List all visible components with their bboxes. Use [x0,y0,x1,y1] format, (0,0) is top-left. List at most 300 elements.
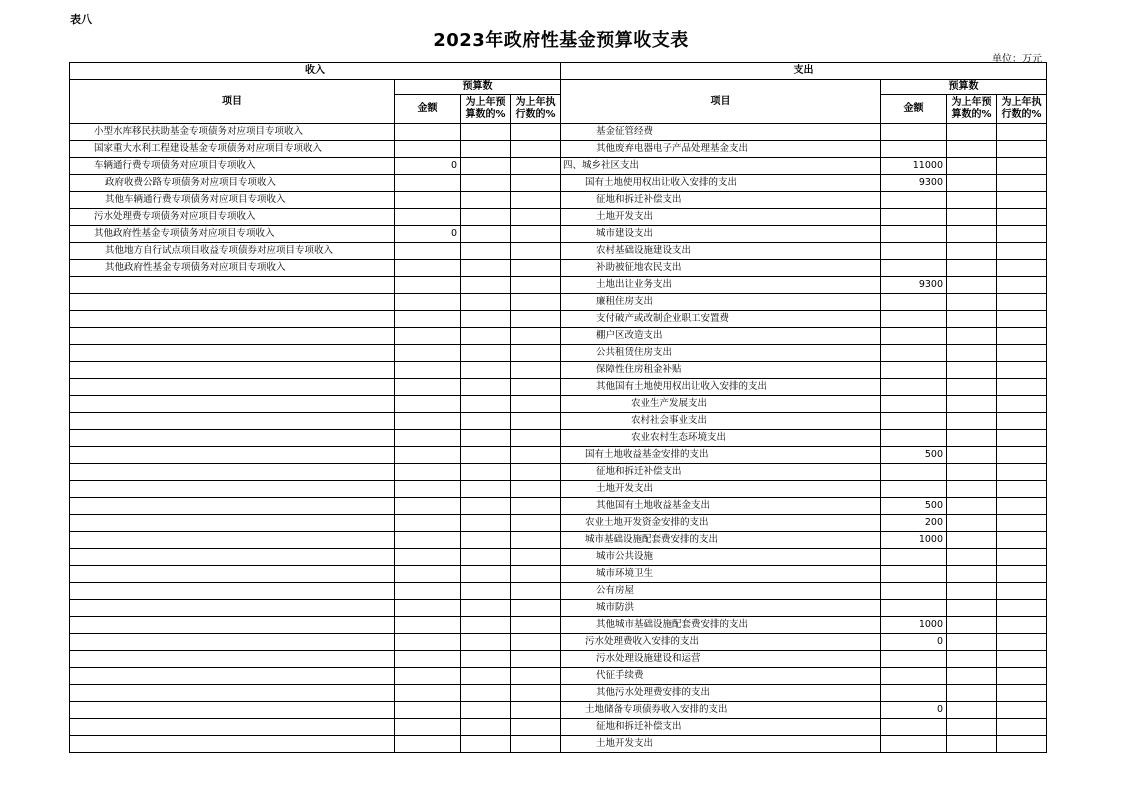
expense-pct-exec-cell [997,243,1047,260]
expense-amount-cell: 0 [881,634,947,651]
expense-amount-cell [881,141,947,158]
income-pct-exec-header: 为上年执行数的% [511,95,561,124]
expense-amount-cell [881,566,947,583]
expense-item-cell: 土地开发支出 [561,481,881,498]
expense-pct-exec-cell [997,566,1047,583]
income-pct-exec-cell [511,685,561,702]
table-row [70,226,1047,243]
income-pct-budget-cell [461,498,511,515]
expense-item-cell: 城市环境卫生 [561,566,881,583]
income-pct-exec-cell [511,447,561,464]
expense-item-cell: 土地出让业务支出 [561,277,881,294]
income-amount-cell [395,141,461,158]
table-row [70,447,1047,464]
table-row [70,141,1047,158]
income-pct-budget-cell [461,260,511,277]
income-pct-budget-cell [461,583,511,600]
expense-pct-exec-cell [997,515,1047,532]
income-pct-budget-cell [461,719,511,736]
table-row [70,124,1047,141]
income-item-cell [70,277,395,294]
income-amount-cell [395,447,461,464]
income-pct-budget-cell [461,685,511,702]
income-amount-cell [395,464,461,481]
expense-pct-budget-cell [947,243,997,260]
expense-amount-cell: 0 [881,702,947,719]
expense-pct-budget-cell [947,362,997,379]
expense-pct-budget-cell [947,430,997,447]
expense-pct-exec-cell [997,277,1047,294]
expense-amount-cell [881,294,947,311]
income-pct-budget-cell [461,175,511,192]
expense-amount-cell: 11000 [881,158,947,175]
income-pct-exec-cell [511,430,561,447]
expense-amount-cell: 500 [881,498,947,515]
income-amount-cell [395,583,461,600]
income-item-cell [70,651,395,668]
expense-item-cell: 四、城乡社区支出 [561,158,881,175]
income-pct-exec-cell [511,362,561,379]
expense-item-cell: 其他废弃电器电子产品处理基金支出 [561,141,881,158]
income-pct-exec-cell [511,328,561,345]
income-pct-budget-cell [461,328,511,345]
expense-item-cell: 土地开发支出 [561,209,881,226]
expense-pct-exec-cell [997,498,1047,515]
expense-amount-cell: 1000 [881,617,947,634]
income-pct-exec-cell [511,175,561,192]
expense-pct-budget-cell [947,158,997,175]
table-row [70,549,1047,566]
income-pct-exec-cell [511,413,561,430]
expense-item-header: 项目 [561,80,881,124]
expense-item-cell: 城市建设支出 [561,226,881,243]
expense-amount-header: 金额 [881,95,947,124]
expense-item-cell: 代征手续费 [561,668,881,685]
income-amount-cell [395,124,461,141]
income-pct-exec-cell [511,549,561,566]
expense-pct-budget-cell [947,617,997,634]
expense-pct-exec-cell [997,379,1047,396]
expense-pct-exec-cell [997,651,1047,668]
income-pct-budget-cell [461,634,511,651]
table-row [70,192,1047,209]
income-pct-budget-cell [461,413,511,430]
expense-item-cell: 补助被征地农民支出 [561,260,881,277]
expense-pct-exec-cell [997,447,1047,464]
expense-amount-cell: 9300 [881,277,947,294]
expense-item-cell: 土地储备专项债券收入安排的支出 [561,702,881,719]
expense-pct-exec-cell [997,345,1047,362]
income-pct-exec-cell [511,532,561,549]
income-pct-exec-cell [511,311,561,328]
income-item-cell: 车辆通行费专项债务对应项目专项收入 [70,158,395,175]
expense-amount-cell: 200 [881,515,947,532]
income-amount-cell [395,600,461,617]
expense-item-cell: 公共租赁住房支出 [561,345,881,362]
expense-amount-cell [881,430,947,447]
expense-pct-exec-cell [997,294,1047,311]
income-pct-budget-cell [461,515,511,532]
expense-item-cell: 其他污水处理费安排的支出 [561,685,881,702]
expense-pct-exec-cell [997,226,1047,243]
table-row [70,175,1047,192]
income-pct-exec-cell [511,617,561,634]
expense-header: 支出 [561,63,1047,80]
income-pct-exec-cell [511,345,561,362]
income-pct-budget-cell [461,617,511,634]
expense-item-cell: 农业生产发展支出 [561,396,881,413]
income-item-cell [70,549,395,566]
expense-item-cell: 污水处理设施建设和运营 [561,651,881,668]
income-pct-exec-cell [511,243,561,260]
expense-pct-budget-cell [947,651,997,668]
income-item-cell: 其他政府性基金专项债务对应项目专项收入 [70,260,395,277]
income-item-cell [70,430,395,447]
income-pct-budget-cell [461,549,511,566]
budget-table [69,62,1047,753]
expense-item-cell: 污水处理费收入安排的支出 [561,634,881,651]
expense-pct-budget-cell [947,736,997,753]
income-pct-budget-cell [461,141,511,158]
table-row [70,209,1047,226]
income-item-cell [70,719,395,736]
income-item-cell [70,702,395,719]
income-item-cell [70,413,395,430]
income-item-cell [70,345,395,362]
expense-pct-exec-cell [997,124,1047,141]
income-item-cell: 国家重大水利工程建设基金专项债务对应项目专项收入 [70,141,395,158]
income-pct-budget-cell [461,668,511,685]
income-amount-cell [395,430,461,447]
income-item-cell [70,600,395,617]
expense-pct-budget-cell [947,515,997,532]
income-amount-cell [395,311,461,328]
income-pct-budget-cell [461,532,511,549]
income-item-cell [70,328,395,345]
expense-pct-budget-cell [947,549,997,566]
income-amount-cell [395,685,461,702]
expense-item-cell: 农业农村生态环境支出 [561,430,881,447]
income-pct-exec-cell [511,481,561,498]
income-amount-cell [395,515,461,532]
income-pct-budget-cell [461,243,511,260]
income-amount-cell [395,396,461,413]
income-amount-cell [395,532,461,549]
income-pct-exec-cell [511,719,561,736]
income-pct-exec-cell [511,396,561,413]
expense-pct-exec-cell [997,668,1047,685]
income-pct-budget-cell [461,651,511,668]
expense-amount-cell [881,209,947,226]
income-header: 收入 [70,63,561,80]
income-item-cell [70,617,395,634]
income-item-cell [70,379,395,396]
income-item-cell [70,294,395,311]
income-pct-budget-cell [461,379,511,396]
income-item-cell: 政府收费公路专项债务对应项目专项收入 [70,175,395,192]
income-pct-budget-cell [461,209,511,226]
expense-pct-budget-cell [947,124,997,141]
expense-item-cell: 土地开发支出 [561,736,881,753]
expense-pct-budget-cell [947,685,997,702]
table-row [70,702,1047,719]
table-row [70,260,1047,277]
expense-pct-budget-cell [947,481,997,498]
income-item-cell [70,736,395,753]
expense-pct-exec-cell [997,362,1047,379]
expense-pct-budget-cell [947,702,997,719]
income-item-cell [70,464,395,481]
table-row [70,651,1047,668]
income-pct-exec-cell [511,464,561,481]
expense-pct-exec-cell [997,532,1047,549]
income-pct-exec-cell [511,583,561,600]
expense-amount-cell [881,260,947,277]
income-pct-budget-cell [461,158,511,175]
income-pct-exec-cell [511,498,561,515]
income-amount-cell [395,209,461,226]
table-row [70,498,1047,515]
income-pct-exec-cell [511,515,561,532]
table-row [70,583,1047,600]
header-row-2 [70,80,1047,95]
expense-pct-budget-cell [947,260,997,277]
income-item-cell [70,515,395,532]
expense-pct-budget-cell [947,566,997,583]
expense-amount-cell [881,651,947,668]
expense-pct-exec-cell [997,175,1047,192]
expense-pct-budget-cell [947,600,997,617]
expense-pct-exec-cell [997,719,1047,736]
expense-pct-exec-header: 为上年执行数的% [997,95,1047,124]
page-title: 2023年政府性基金预算收支表 [433,30,689,51]
expense-pct-budget-cell [947,294,997,311]
expense-pct-budget-cell [947,719,997,736]
expense-item-cell: 其他国有土地收益基金支出 [561,498,881,515]
expense-pct-budget-cell [947,345,997,362]
income-pct-budget-cell [461,736,511,753]
expense-item-cell: 支付破产或改制企业职工安置费 [561,311,881,328]
expense-pct-exec-cell [997,311,1047,328]
income-pct-budget-cell [461,600,511,617]
income-pct-exec-cell [511,209,561,226]
table-row [70,600,1047,617]
income-amount-cell [395,379,461,396]
income-item-header: 项目 [70,80,395,124]
income-item-cell [70,668,395,685]
header-row-1 [70,63,1047,80]
expense-pct-exec-cell [997,634,1047,651]
table-row [70,345,1047,362]
income-amount-cell [395,243,461,260]
income-amount-cell: 0 [395,226,461,243]
expense-pct-budget-cell [947,464,997,481]
expense-pct-budget-cell [947,634,997,651]
expense-amount-cell [881,345,947,362]
table-row [70,668,1047,685]
income-item-cell: 其他车辆通行费专项债务对应项目专项收入 [70,192,395,209]
income-amount-cell [395,736,461,753]
table-row [70,634,1047,651]
income-pct-exec-cell [511,651,561,668]
expense-amount-cell [881,226,947,243]
expense-pct-budget-header: 为上年预算数的% [947,95,997,124]
table-row [70,277,1047,294]
income-amount-cell [395,651,461,668]
expense-pct-budget-cell [947,311,997,328]
expense-amount-cell [881,362,947,379]
expense-pct-budget-cell [947,447,997,464]
income-pct-exec-cell [511,702,561,719]
expense-amount-cell [881,549,947,566]
expense-amount-cell [881,328,947,345]
income-item-cell: 小型水库移民扶助基金专项债务对应项目专项收入 [70,124,395,141]
expense-item-cell: 基金征管经费 [561,124,881,141]
expense-pct-budget-cell [947,498,997,515]
income-amount-cell [395,294,461,311]
expense-amount-cell [881,736,947,753]
income-amount-cell [395,617,461,634]
expense-item-cell: 其他城市基础设施配套费安排的支出 [561,617,881,634]
income-pct-budget-cell [461,447,511,464]
income-amount-cell [395,192,461,209]
income-amount-cell [395,175,461,192]
table-row [70,294,1047,311]
expense-amount-cell [881,413,947,430]
expense-amount-cell [881,192,947,209]
income-pct-budget-header: 为上年预算数的% [461,95,511,124]
income-pct-exec-cell [511,226,561,243]
expense-pct-exec-cell [997,260,1047,277]
table-row [70,243,1047,260]
table-row [70,617,1047,634]
expense-item-cell: 征地和拆迁补偿支出 [561,192,881,209]
expense-item-cell: 廉租住房支出 [561,294,881,311]
income-item-cell [70,396,395,413]
income-pct-exec-cell [511,124,561,141]
table-row [70,685,1047,702]
expense-pct-budget-cell [947,532,997,549]
income-amount-cell [395,719,461,736]
income-amount-cell [395,345,461,362]
table-row [70,719,1047,736]
expense-pct-budget-cell [947,141,997,158]
expense-pct-exec-cell [997,413,1047,430]
income-pct-exec-cell [511,668,561,685]
income-item-cell [70,481,395,498]
expense-amount-cell [881,379,947,396]
expense-pct-exec-cell [997,328,1047,345]
income-amount-header: 金额 [395,95,461,124]
expense-amount-cell [881,481,947,498]
expense-item-cell: 征地和拆迁补偿支出 [561,719,881,736]
expense-pct-exec-cell [997,209,1047,226]
expense-pct-budget-cell [947,209,997,226]
income-item-cell: 其他政府性基金专项债务对应项目专项收入 [70,226,395,243]
expense-budget-header: 预算数 [881,80,1047,95]
income-amount-cell [395,413,461,430]
income-pct-budget-cell [461,464,511,481]
expense-item-cell: 棚户区改造支出 [561,328,881,345]
income-amount-cell [395,566,461,583]
income-item-cell [70,566,395,583]
expense-pct-exec-cell [997,481,1047,498]
expense-item-cell: 农村社会事业支出 [561,413,881,430]
income-pct-exec-cell [511,192,561,209]
expense-pct-budget-cell [947,583,997,600]
expense-item-cell: 国有土地使用权出让收入安排的支出 [561,175,881,192]
table-row [70,464,1047,481]
income-pct-exec-cell [511,566,561,583]
expense-pct-budget-cell [947,277,997,294]
income-budget-header: 预算数 [395,80,561,95]
expense-item-cell: 其他国有土地使用权出让收入安排的支出 [561,379,881,396]
income-pct-exec-cell [511,158,561,175]
income-pct-budget-cell [461,481,511,498]
expense-item-cell: 城市防洪 [561,600,881,617]
expense-item-cell: 城市基础设施配套费安排的支出 [561,532,881,549]
expense-amount-cell [881,583,947,600]
income-pct-budget-cell [461,396,511,413]
table-row [70,362,1047,379]
expense-pct-exec-cell [997,583,1047,600]
expense-amount-cell [881,668,947,685]
income-item-cell [70,362,395,379]
table-row [70,396,1047,413]
income-amount-cell [395,549,461,566]
expense-amount-cell: 1000 [881,532,947,549]
income-pct-exec-cell [511,600,561,617]
expense-pct-exec-cell [997,736,1047,753]
expense-amount-cell [881,685,947,702]
income-pct-exec-cell [511,634,561,651]
expense-item-cell: 征地和拆迁补偿支出 [561,464,881,481]
income-item-cell: 污水处理费专项债务对应项目专项收入 [70,209,395,226]
income-amount-cell [395,362,461,379]
expense-pct-budget-cell [947,192,997,209]
table-row [70,311,1047,328]
income-item-cell [70,498,395,515]
expense-pct-budget-cell [947,396,997,413]
expense-pct-exec-cell [997,464,1047,481]
income-item-cell [70,447,395,464]
income-amount-cell [395,277,461,294]
unit-label: 单位：万元 [992,54,1042,65]
expense-item-cell: 国有土地收益基金安排的支出 [561,447,881,464]
expense-pct-exec-cell [997,549,1047,566]
expense-amount-cell [881,600,947,617]
expense-pct-budget-cell [947,175,997,192]
expense-amount-cell [881,311,947,328]
expense-pct-exec-cell [997,141,1047,158]
expense-amount-cell [881,464,947,481]
income-pct-budget-cell [461,566,511,583]
income-pct-exec-cell [511,141,561,158]
income-pct-exec-cell [511,294,561,311]
expense-amount-cell [881,719,947,736]
income-pct-budget-cell [461,124,511,141]
table-row [70,736,1047,753]
income-pct-exec-cell [511,379,561,396]
income-amount-cell [395,668,461,685]
expense-pct-exec-cell [997,600,1047,617]
income-pct-budget-cell [461,702,511,719]
expense-item-cell: 农村基础设施建设支出 [561,243,881,260]
table-row [70,430,1047,447]
income-item-cell [70,583,395,600]
table-row [70,481,1047,498]
table-row [70,532,1047,549]
